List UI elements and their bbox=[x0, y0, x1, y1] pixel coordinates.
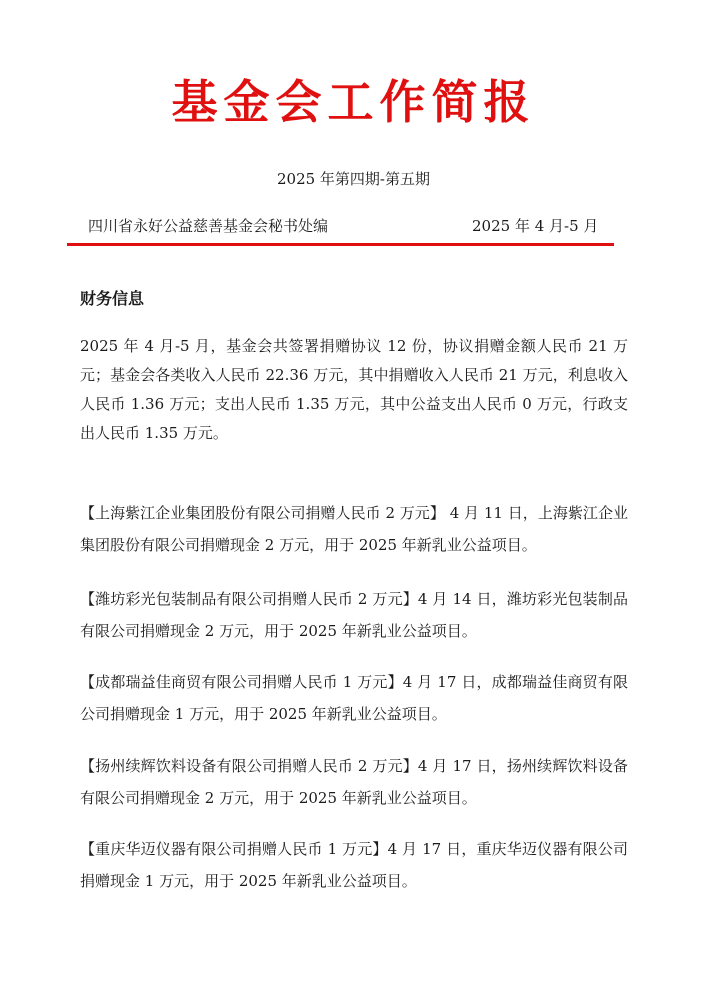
header-divider bbox=[67, 243, 614, 246]
issue-number: 2025 年第四期-第五期 bbox=[276, 170, 430, 188]
newsletter-title: 基金会工作简报 bbox=[171, 75, 536, 129]
donation-item: 【潍坊彩光包装制品有限公司捐赠人民币 2 万元】4 月 14 日，潍坊彩光包装制品有限公司捐赠现金 2 万元，用于 2025 年新乳业公益项目。 bbox=[80, 590, 628, 640]
publisher-line: 四川省永好公益慈善基金会秘书处编 bbox=[88, 217, 329, 235]
donation-item: 【上海紫江企业集团股份有限公司捐赠人民币 2 万元】 4 月 11 日，上海紫江企业集团股份有限公司捐赠现金 2 万元，用于 2025 年新乳业公益项目。 bbox=[80, 504, 628, 554]
donation-item: 【重庆华迈仪器有限公司捐赠人民币 1 万元】4 月 17 日，重庆华迈仪器有限公司捐赠现金 1 万元，用于 2025 年新乳业公益项目。 bbox=[80, 840, 628, 890]
section-title: 财务信息 bbox=[80, 289, 145, 308]
finance-summary-paragraph: 2025 年 4 月-5 月，基金会共签署捐赠协议 12 份，协议捐赠金额人民币 21 万元；基金会各类收入人民币 22.36 万元，其中捐赠收入人民币 21 万元，利息收入人民币 1.36 万元；支出人民币 1.35 万元，其中公益支出人民币 0 万元，行政支出人民币 1.35 万元。 bbox=[80, 337, 628, 442]
donation-item: 【成都瑞益佳商贸有限公司捐赠人民币 1 万元】4 月 17 日，成都瑞益佳商贸有限公司捐赠现金 1 万元，用于 2025 年新乳业公益项目。 bbox=[80, 673, 628, 723]
donation-item: 【扬州续辉饮料设备有限公司捐赠人民币 2 万元】4 月 17 日，扬州续辉饮料设备有限公司捐赠现金 2 万元，用于 2025 年新乳业公益项目。 bbox=[80, 757, 628, 807]
publication-date: 2025 年 4 月-5 月 bbox=[472, 217, 599, 235]
